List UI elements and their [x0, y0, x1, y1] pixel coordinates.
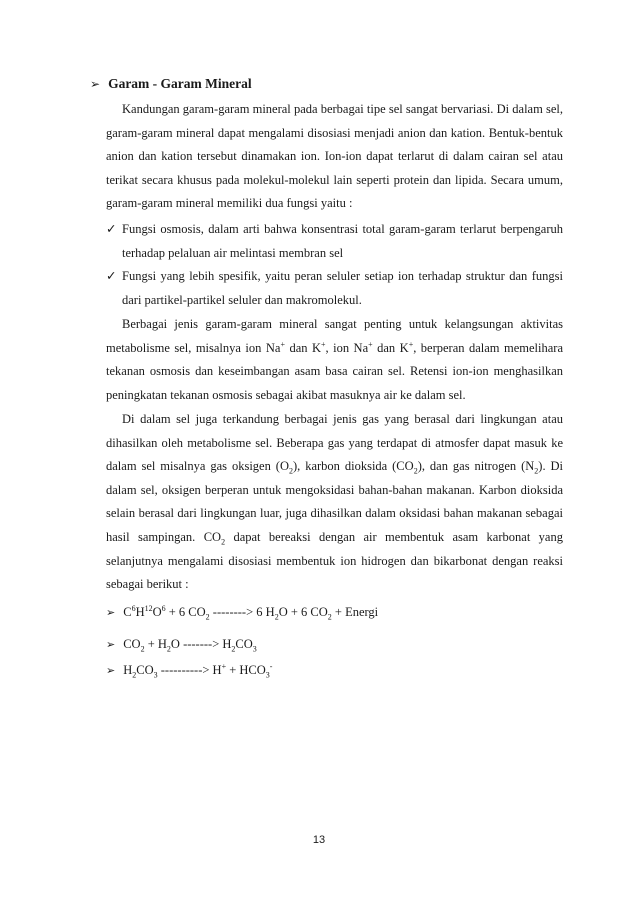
- check-item-osmosis: ✓ Fungsi osmosis, dalam arti bahwa konsentrasi total garam-garam terlarut berpengaruh terhadap pelaluan air melintasi membran sel: [106, 218, 563, 265]
- page-number: 13: [312, 834, 326, 846]
- arrow-bullet-icon: ➢: [106, 607, 116, 619]
- equation-glucose: ➢ $C^6H^{12}O^6 + 6$ $CO_2$ --------> 6 $H_2O + 6$ $CO_2$ + Energi: [106, 603, 379, 622]
- section-heading: [90, 76, 252, 92]
- checkmark-icon: ✓: [106, 269, 117, 283]
- equation-dissociation: ➢ $H_2CO_3$ ----------> $H^+ + HCO_3^-$: [106, 661, 273, 680]
- heading-text: Garam - Garam Mineral: [108, 76, 252, 91]
- paragraph-ions: Berbagai jenis garam-garam mineral sangat penting untuk kelangsungan aktivitas metabolisme sel, misalnya ion Na+ dan K+, ion Na+ dan K+, berperan dalam memelihara tekanan osmosis dan keseimbangan asam basa cairan sel. Retensi ion-ion menghasilkan peningkatan tekanan osmosis sebagai akibat masuknya air ke dalam sel.: [106, 317, 564, 402]
- equation-carbonic-acid: ➢ $CO_2 + H_2O$ -------> $H_2CO_3$: [106, 637, 257, 654]
- arrow-bullet-icon: ➢: [106, 665, 116, 677]
- paragraph-intro: Kandungan garam-garam mineral pada berbagai tipe sel sangat bervariasi. Di dalam sel, garam-garam mineral dapat mengalami disosiasi menjadi anion dan kation. Bentuk-bentuk anion dan kation tersebut dinamakan ion. Ion-ion dapat terlarut di dalam cairan sel atau terikat secara khusus pada molekul-molekul lain seperti protein dan lipida. Secara umum, garam-garam mineral memiliki dua fungsi yaitu :: [106, 102, 563, 211]
- arrow-bullet-icon: ➢: [106, 639, 116, 651]
- checkmark-icon: ✓: [106, 222, 117, 236]
- paragraph-gases: Di dalam sel juga terkandung berbagai jenis gas yang berasal dari lingkungan atau dihasilkan oleh metabolisme sel. Beberapa gas yang terdapat di atmosfer dapat masuk ke dalam sel misalnya gas oksigen $(O_2)$, karbon dioksida $(CO_2)$, dan gas nitrogen $(N_2)$. Di dalam sel, oksigen berperan untuk mengoksidasi bahan-bahan makanan. Karbon dioksida selain berasal dari lingkungan luar, juga dihasilkan dalam oksidasi bahan makanan sebagai hasil sampingan. $CO_2$ dapat bereaksi dengan air membentuk asam karbonat yang selanjutnya mengalami disosiasi membentuk ion hidrogen dan bikarbonat dengan reaksi sebagai berikut :: [106, 412, 564, 592]
- check-item-specific: ✓ Fungsi yang lebih spesifik, yaitu peran seluler setiap ion terhadap struktur dan fungsi dari partikel-partikel seluler dan makromolekul.: [106, 265, 563, 312]
- arrow-bullet-icon: ➢: [90, 77, 101, 91]
